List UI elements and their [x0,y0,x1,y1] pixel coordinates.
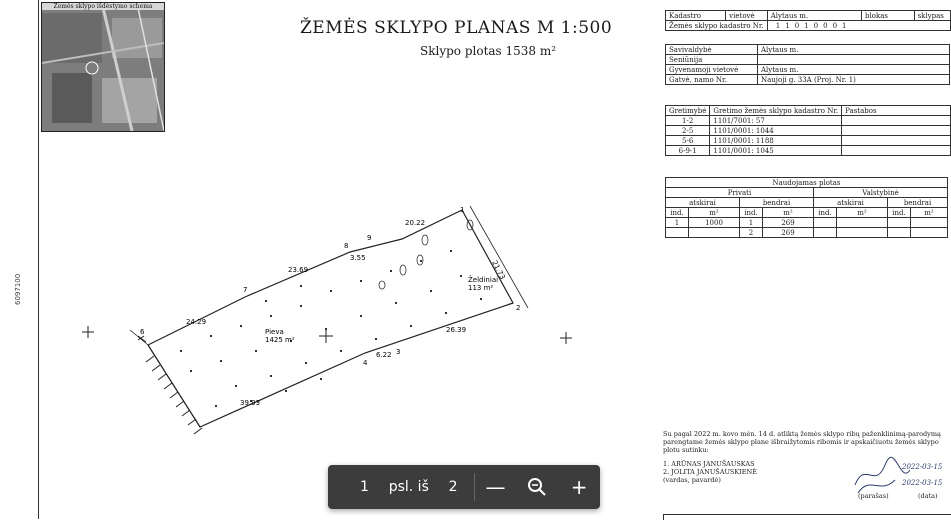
table-row [666,116,951,126]
usage-m2-header: m² [911,208,948,218]
usage-cell [911,228,948,238]
neighbor-note [842,116,951,126]
usage-m2-header: m² [837,208,888,218]
usage-cell: 1 [740,218,763,228]
usage-cell [911,218,948,228]
usage-private: Privati [666,188,814,198]
magnifier-icon [527,477,547,497]
usage-title: Naudojamas plotas [666,178,948,188]
usage-table [665,177,948,238]
usage-cell [666,228,689,238]
current-page-input[interactable]: 1 [360,479,369,495]
usage-cell [888,228,911,238]
cadastral-table [665,10,951,31]
table-row [666,146,951,156]
neighbors-header: Gretimybė [666,106,710,116]
usage-m2-header: m² [763,208,814,218]
point-label: 4 [363,359,368,367]
location-scheme-image [42,3,164,131]
usage-ind-header: ind. [740,208,763,218]
locality-label: vietovė [726,11,768,21]
address-value: Alytaus m. [758,45,950,55]
dimension-line [470,206,528,308]
usage-cell: 1000 [689,218,740,228]
side-coordinate: 6097100 [14,273,22,305]
point-label: 8 [344,242,349,250]
usage-separate: atskirai [666,198,740,208]
zoom-out-button[interactable] [475,465,517,509]
neighbor-note [842,146,951,156]
neighbor-number: 1101/0001: 1045 [710,146,842,156]
neighbors-table [665,105,951,156]
neighbor-id: 6-9-1 [666,146,710,156]
location-scheme [41,2,165,132]
point-label: 1 [460,206,465,214]
plus-icon: + [570,475,588,499]
dimension-label: 23.69 [288,266,309,274]
table-row [666,218,948,228]
pdf-toolbar [328,465,600,509]
address-label: Gyvenamoji vietovė [666,65,758,75]
neighbor-note [842,136,951,146]
dimension-label: 26.39 [446,326,467,334]
point-label: 2 [516,304,521,312]
meadow-area: 1425 m² [265,336,295,344]
usage-cell [837,228,888,238]
point-label: 6 [140,328,145,336]
cadastral-digit: 0 [832,21,843,30]
usage-cell [814,218,837,228]
point-label: 3 [396,348,401,356]
parcel-drawing [60,190,600,460]
point-label: 7 [243,286,248,294]
total-pages: 2 [448,479,458,495]
cadastral-digit: 0 [813,21,824,30]
bottom-frame [663,514,951,520]
address-value: Alytaus m. [758,65,950,75]
neighbor-id: 5-6 [666,136,710,146]
signature-date-2: 2022-03-15 [902,479,943,487]
neighbor-number: 1101/7001: 57 [710,116,842,126]
table-row [666,136,951,146]
greenery-area: 113 m² [468,284,494,292]
grid-cross [82,326,94,338]
usage-cell: 2 [740,228,763,238]
cadastral-digit: 1 [785,21,795,30]
cadastral-digit: 1 [804,21,814,30]
location-scheme-title: Žemės sklypo išdėstymo schema [42,3,164,10]
neighbors-header: Gretimo žemės sklypo kadastro Nr. [710,106,842,116]
neighbor-number: 1101/0001: 1044 [710,126,842,136]
signer-1: 1. ARŪNAS JANUŠAUSKAS [663,460,755,468]
point-label: 9 [367,234,372,242]
usage-cell [814,228,837,238]
neighbors-header: Pastabos [842,106,951,116]
dimension-label: 3.55 [350,254,366,262]
grid-cross [319,329,333,343]
signature-caption: (parašas) [858,492,889,500]
usage-cell: 1 [666,218,689,228]
certification-text: Su pagal 2022 m. kovo mėn. 14 d. atliktą žemės sklypo ribų paženklinimą-parodymą parengtame žemės sklypo plane išbraižytomis ribomis ir apskaičiuotu žemės sklypo plotu sutinku: [663,430,941,454]
parcel-label: sklypas [914,11,950,21]
page-of-label: psl. iš [388,479,429,495]
usage-state: Valstybinė [814,188,948,198]
usage-cell: 269 [763,228,814,238]
cadastral-digit: 1 [775,21,786,30]
address-label: Savivaldybė [666,45,758,55]
signature-date-1: 2022-03-15 [902,463,943,471]
neighbor-number: 1101/0001: 1188 [710,136,842,146]
signer-2: 2. JOLITA JANUŠAUSKIENĖ [663,468,757,476]
cadastral-digit: 0 [794,21,805,30]
meadow-label: Pieva [265,328,284,336]
locality-value: Alytaus m. [767,11,861,21]
cadastral-label: Kadastro [666,11,726,21]
usage-ind-header: ind. [814,208,837,218]
dimension-label: 24.29 [186,318,207,326]
cadastral-digit: 1 [842,21,852,30]
usage-cell [689,228,740,238]
grid-cross [560,332,572,344]
signature-area [850,455,945,500]
block-label: blokas [862,11,915,21]
address-value [758,55,950,65]
handwritten-signature [850,455,945,495]
dimension-label: 21.73 [490,259,507,281]
date-caption: (data) [918,492,938,500]
cadastral-number-digits [767,21,950,31]
usage-common: bendrai [740,198,814,208]
usage-cell: 269 [763,218,814,228]
table-row [666,228,948,238]
zoom-in-button[interactable] [558,465,600,509]
address-value: Naujoji g. 33A (Proj. Nr. 1) [758,75,950,85]
name-caption: (vardas, pavardė) [663,476,721,484]
plot-area: Sklypo plotas 1538 m² [420,44,557,58]
address-table [665,44,950,85]
usage-cell [837,218,888,228]
usage-common: bendrai [888,198,948,208]
usage-cell [888,218,911,228]
minus-icon: — [485,475,506,499]
neighbor-hatching [138,336,202,434]
cadastral-digit: 0 [823,21,833,30]
page-indicator [328,479,474,495]
dimension-line [130,330,148,345]
usage-m2-header: m² [689,208,740,218]
dimension-label: 6.22 [376,351,392,359]
usage-separate: atskirai [814,198,888,208]
usage-ind-header: ind. [888,208,911,218]
dimension-label: 20.22 [405,219,426,227]
neighbor-id: 2-5 [666,126,710,136]
address-label: Gatvė, namo Nr. [666,75,758,85]
zoom-fit-button[interactable] [516,465,558,509]
neighbor-id: 1-2 [666,116,710,126]
cadastral-number-label: Žemės sklypo kadastro Nr. [666,21,768,31]
greenery-label: Želdiniai [468,276,499,284]
usage-ind-header: ind. [666,208,689,218]
dimension-label: 39.93 [240,399,261,407]
page-title: ŽEMĖS SKLYPO PLANAS M 1:500 [300,18,613,38]
neighbor-note [842,126,951,136]
shrub-symbols [379,220,473,289]
table-row [666,126,951,136]
address-label: Seniūnija [666,55,758,65]
